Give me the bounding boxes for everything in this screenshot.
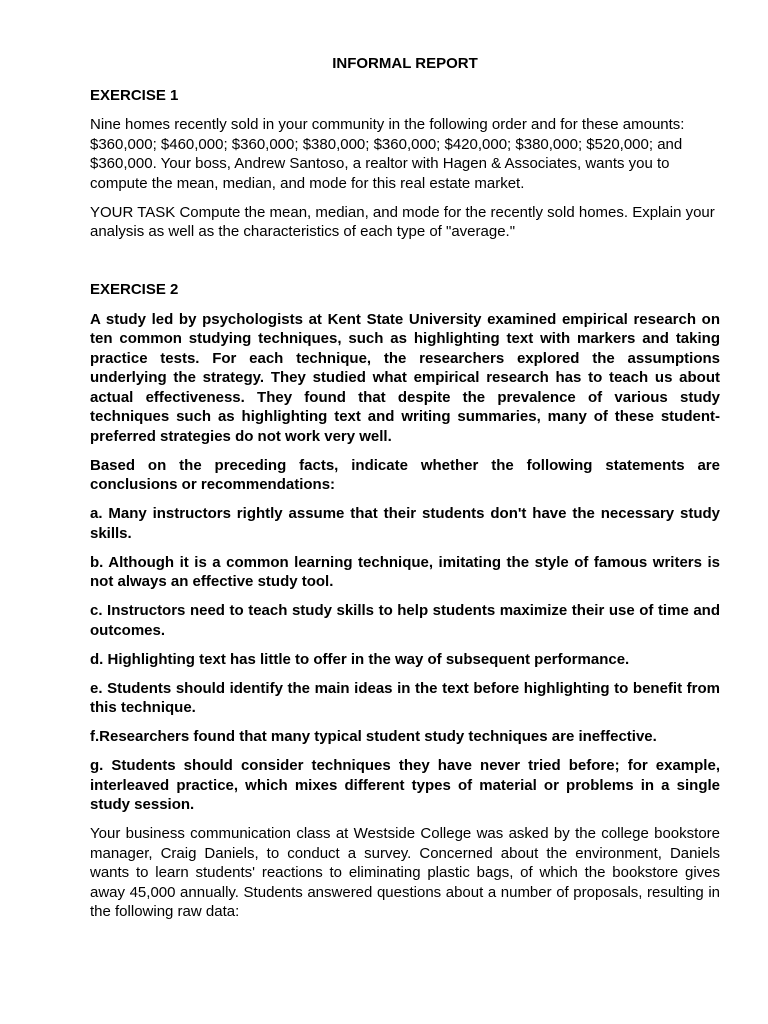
statement-c: c. Instructors need to teach study skills to help students maximize their use of time and outcomes. [90,602,720,639]
exercise-1-task: YOUR TASK Compute the mean, median, and mode for the recently sold homes. Explain your analysis as well as the characteristics of each type of "average." [90,203,715,240]
exercise-1-paragraph: Nine homes recently sold in your community in the following order and for these amounts: $360,000; $460,000; $360,000; $380,000; $360,000; $420,000; $380,000; $520,000; and $360,000. Your boss, Andrew Santoso, a realtor with Hagen & Associates, wants you to compute the mean, median, and mode for this real estate market. [90,116,685,192]
exercise-1-heading: EXERCISE 1 [90,86,179,104]
exercise-2-prompt: Based on the preceding facts, indicate whether the following statements are conclusions or recommendations: [90,456,720,493]
document-page [90,54,720,931]
section-spacer [90,251,720,280]
statement-b: b. Although it is a common learning technique, imitating the style of famous writers is not always an effective study tool. [90,553,720,590]
closing-paragraph: Your business communication class at Westside College was asked by the college bookstore manager, Craig Daniels, to conduct a survey. Concerned about the environment, Daniels wants to learn students' reactions to eliminating plastic bags, of which the bookstore gives away 45,000 annually. Students answered questions about a number of proposals, resulting in the following raw data: [90,825,720,920]
exercise-2-intro: A study led by psychologists at Kent State University examined empirical research on ten common studying techniques, such as highlighting text with markers and taking practice tests. For each technique, the researchers explored the assumptions underlying the strategy. They studied what empirical research has to teach us about actual effectiveness. They found that despite the prevalence of various study techniques such as highlighting text and writing summaries, many of these student-preferred strategies do not work very well. [90,310,720,445]
report-title: INFORMAL REPORT [332,55,478,72]
statement-g: g. Students should consider techniques they have never tried before; for example, interleaved practice, which mixes different types of material or problems in a single study session. [90,757,720,813]
statement-e: e. Students should identify the main ideas in the text before highlighting to benefit from this technique. [90,679,720,716]
statement-f: f.Researchers found that many typical student study techniques are ineffective. [90,728,657,745]
statement-d: d. Highlighting text has little to offer in the way of subsequent performance. [90,650,630,668]
statement-a: a. Many instructors rightly assume that their students don't have the necessary study skills. [90,505,720,542]
exercise-2-heading: EXERCISE 2 [90,281,179,298]
